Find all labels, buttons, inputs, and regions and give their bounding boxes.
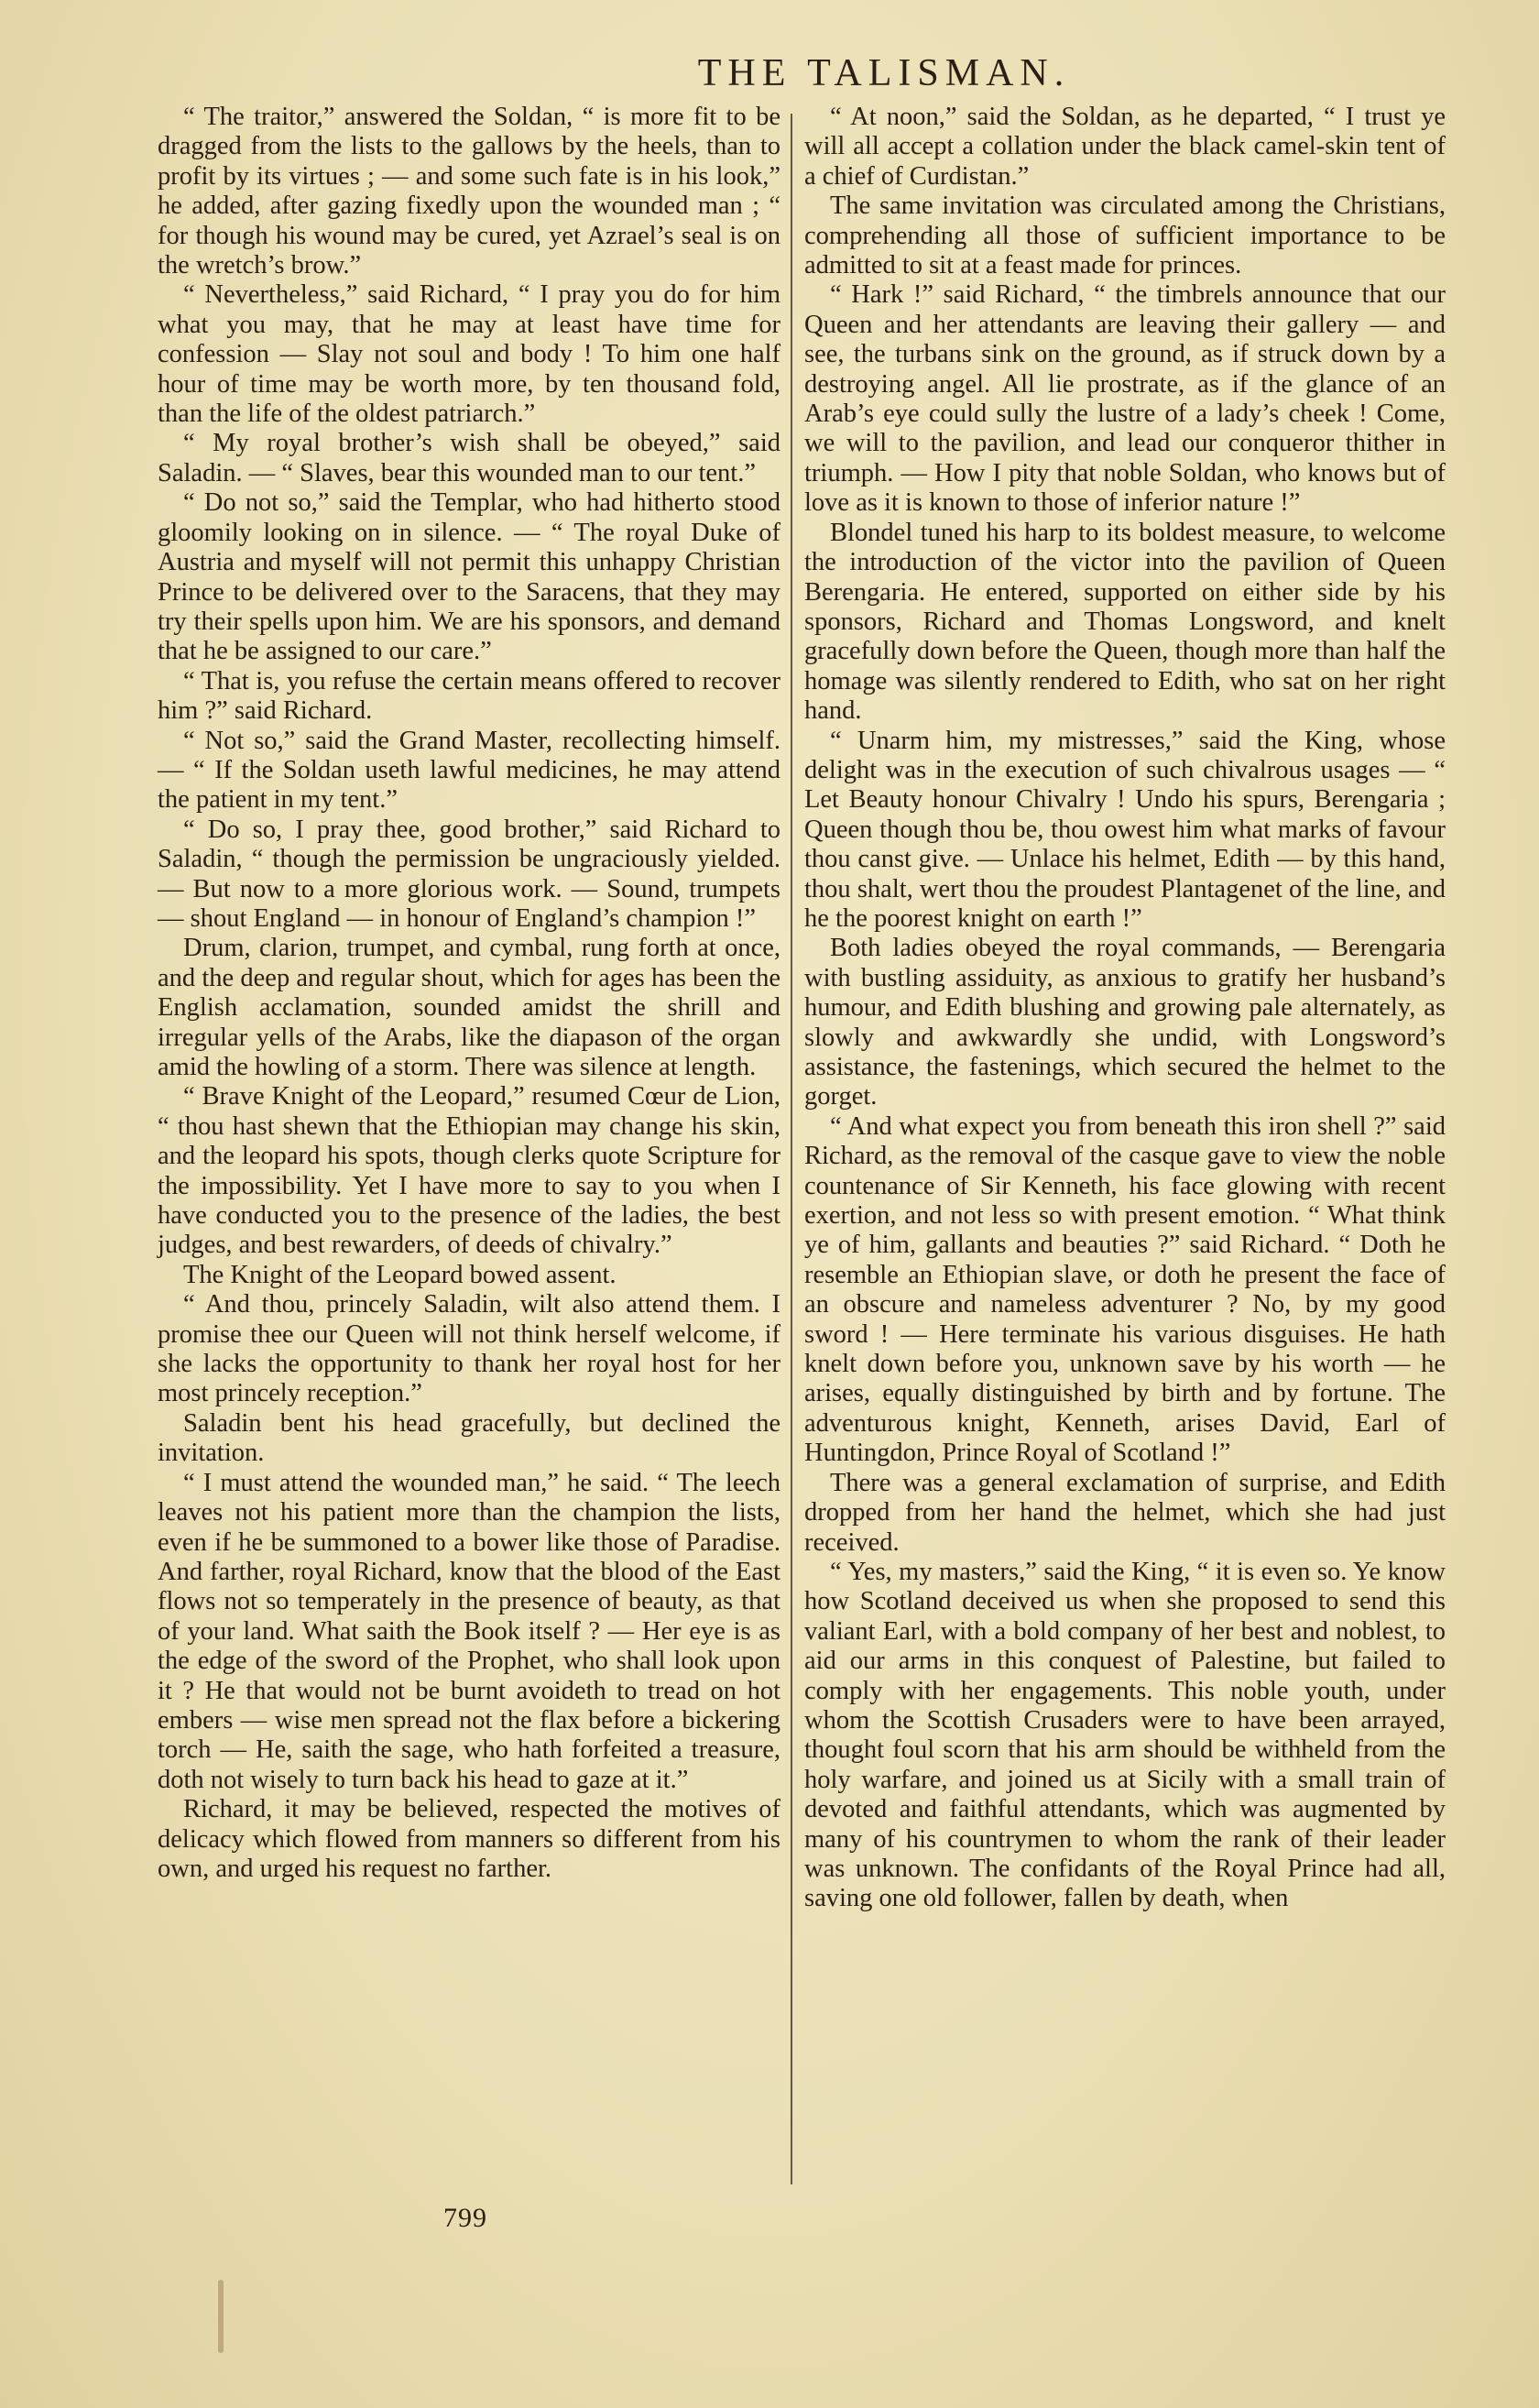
paragraph: There was a general exclamation of surprise, and Edith dropped from her hand the helmet, which she had just received. [804, 1468, 1446, 1557]
paragraph: “ Not so,” said the Grand Master, recollecting himself. — “ If the Soldan useth lawful medicines, he may attend the patient in my tent.” [158, 726, 780, 815]
running-head-title: THE TALISMAN. [697, 52, 1071, 94]
paragraph: “ That is, you refuse the certain means offered to recover him ?” said Richard. [158, 666, 780, 726]
paragraph: “ And thou, princely Saladin, wilt also attend them. I promise thee our Queen will not think herself welcome, if she lacks the opportunity to thank her royal host for her most princely reception.” [158, 1290, 780, 1408]
paragraph: The Knight of the Leopard bowed assent. [183, 1260, 617, 1289]
paragraph: “ My royal brother’s wish shall be obeyed,” said Saladin. — “ Slaves, bear this wounded man to our tent.” [158, 429, 780, 487]
left-column [158, 103, 780, 1884]
paragraph: “ The traitor,” answered the Soldan, “ is more fit to be dragged from the lists to the gallows by the heels, than to profit by its virtues ; — and some such fate is in his look,” he added, after gazing fixedly upon the wounded man ; “ for though his wound may be cured, yet Azrael’s seal is on the wretch’s brow.” [158, 103, 780, 280]
paragraph: Drum, clarion, trumpet, and cymbal, rung forth at once, and the deep and regular shout, which for ages has been the English acclamation, sounded amidst the shrill and irregular yells of the Arabs, like the diapason of the organ amid the howling of a storm. There was silence at length. [158, 934, 780, 1081]
right-column [804, 103, 1446, 1914]
paragraph: Saladin bent his head gracefully, but declined the invitation. [158, 1408, 780, 1468]
paragraph: “ Unarm him, my mistresses,” said the King, whose delight was in the execution of such chivalrous usages — “ Let Beauty honour Chivalry ! Undo his spurs, Berengaria ; Queen though thou be, thou owest him what marks of favour thou canst give. — Unlace his helmet, Edith — by this hand, thou shalt, wert thou the proudest Plantagenet of the line, and he the poorest knight on earth !” [804, 726, 1446, 933]
paragraph: “ Do so, I pray thee, good brother,” said Richard to Saladin, “ though the permission be ungraciously yielded. — But now to a more glorious work. — Sound, trumpets — shout England — in honour of England’s champion !” [158, 815, 780, 933]
paragraph: “ And what expect you from beneath this iron shell ?” said Richard, as the removal of the casque gave to view the noble countenance of Sir Kenneth, his face glowing with recent exertion, and not less so with present emotion. “ What think ye of him, gallants and beauties ?” said Richard. “ Doth he resemble an Ethiopian slave, or doth he present the face of an obscure and nameless adventurer ? No, by my good sword ! — Here terminate his various disguises. He hath knelt down before you, unknown save by his worth — he arises, equally distinguished by birth and by fortune. The adventurous knight, Kenneth, arises David, Earl of Huntingdon, Prince Royal of Scotland !” [804, 1111, 1446, 1468]
paragraph: “ Do not so,” said the Templar, who had hitherto stood gloomily looking on in silence. — “ The royal Duke of Austria and myself will not permit this unhappy Christian Prince to be delivered over to the Saracens, that they may try their spells upon him. We are his sponsors, and demand that he be assigned to our care.” [158, 488, 780, 666]
paragraph: “ At noon,” said the Soldan, as he departed, “ I trust ye will all accept a collation under the black camel-skin tent of a chief of Curdistan.” [804, 103, 1446, 191]
paragraph: “ Nevertheless,” said Richard, “ I pray you do for him what you may, that he may at least have time for confession — Slay not soul and body ! To him one half hour of time may be worth more, by ten thousand fold, than the life of the oldest patriarch.” [158, 280, 780, 429]
paragraph: Both ladies obeyed the royal commands, — Berengaria with bustling assiduity, as anxious to gratify her husband’s humour, and Edith blushing and growing pale alternately, as slowly and awkwardly she undid, with Longsword’s assistance, the fastenings, which secured the helmet to the gorget. [804, 934, 1446, 1111]
column-divider [791, 114, 792, 2184]
page-number: 799 [443, 2203, 487, 2233]
paragraph: “ Hark !” said Richard, “ the timbrels announce that our Queen and her attendants are leaving their gallery — and see, the turbans sink on the ground, as if struck down by a destroying angel. All lie prostrate, as if the glance of an Arab’s eye could sully the lustre of a lady’s cheek ! Come, we will to the pavilion, and lead our conqueror thither in triumph. — How I pity that noble Soldan, who knows but of love as it is known to those of inferior nature !” [804, 280, 1446, 518]
paragraph: “ Brave Knight of the Leopard,” resumed Cœur de Lion, “ thou hast shewn that the Ethiopian may change his skin, and the leopard his spots, though clerks quote Scripture for the impossibility. Yet I have more to say to you when I have conducted you to the presence of the ladies, the best judges, and best rewarders, of deeds of chivalry.” [158, 1082, 780, 1260]
ink-stain [218, 2280, 224, 2353]
paragraph: Blondel tuned his harp to its boldest measure, to welcome the introduction of the victor into the pavilion of Queen Berengaria. He entered, supported on either side by his sponsors, Richard and Thomas Longsword, and knelt gracefully down before the Queen, though more than half the homage was silently rendered to Edith, who sat on her right hand. [804, 518, 1446, 726]
paragraph: Richard, it may be believed, respected the motives of delicacy which flowed from manners so different from his own, and urged his request no farther. [158, 1795, 780, 1883]
paragraph: “ I must attend the wounded man,” he said. “ The leech leaves not his patient more than the champion the lists, even if he be summoned to a bower like those of Paradise. And farther, royal Richard, know that the blood of the East flows not so temperately in the presence of beauty, as that of your land. What saith the Book itself ? — Her eye is as the edge of the sword of the Prophet, who shall look upon it ? He that would not be burnt avoideth to tread on hot embers — wise men spread not the flax before a bickering torch — He, saith the sage, who hath forfeited a treasure, doth not wisely to turn back his head to gaze at it.” [158, 1468, 780, 1794]
paragraph: “ Yes, my masters,” said the King, “ it is even so. Ye know how Scotland deceived us when she proposed to send this valiant Earl, with a bold company of her best and noblest, to aid our arms in this conquest of Palestine, but failed to comply with her engagements. This noble youth, under whom the Scottish Crusaders were to have been arrayed, thought foul scorn that his arm should be withheld from the holy warfare, and joined us at Sicily with a small train of devoted and faithful attendants, which was augmented by many of his countrymen to whom the rank of their leader was unknown. The confidants of the Royal Prince had all, saving one old follower, fallen by death, when [804, 1557, 1446, 1913]
paragraph: The same invitation was circulated among the Christians, comprehending all those of sufficient importance to be admitted to sit at a feast made for princes. [804, 192, 1446, 280]
